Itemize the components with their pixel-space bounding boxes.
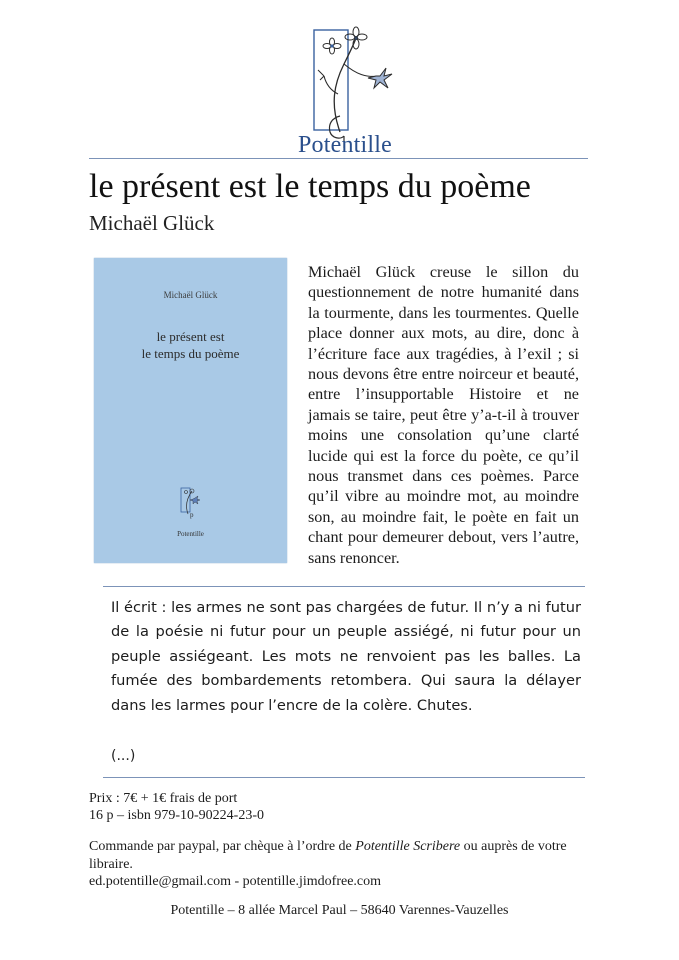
excerpt-text: Il écrit : les armes ne sont pas chargées de futur. Il n’y a ni futur de la poésie ni futur pour un peuple assiégé, ni futur pour un peuple assiégeant. Les mots ne renvoient pas les balles. La fumée des bombardements retombera. Qui saura la délayer dans les larmes pour l’encre de la colère. Chutes. [111, 599, 581, 714]
excerpt-ellipsis: (...) [111, 748, 136, 764]
publisher-name: Potentille [298, 132, 392, 158]
isbn-line: 16 p – isbn 979-10-90224-23-0 [89, 808, 264, 823]
publisher-address: Potentille – 8 allée Marcel Paul – 58640 Varennes-Vauzelles [170, 903, 509, 918]
header-divider [89, 158, 588, 159]
cover-title-line-2: le temps du poème [141, 346, 240, 361]
book-description: Michaël Glück creuse le sillon du questionnement de notre humanité dans la tourmente, dans les tourmentes. Quelle place donner aux mots, au dire, donc à l’écriture face aux tragédies, à l’exil ; si nous devons être entre noirceur et beauté, entre l’insupportable Histoire et ne jamais se taire, peut être y’a-t-il à trouver moins une consolation qu’une clarté lucide qui est la force du poète, ce qu’il nous transmet dans ces poèmes. Parce qu’il vibre au moindre mot, au moindre son, au moindre fait, le poète en fait un chant pour demeurer debout, vers l’autre, sans renoncer. [308, 263, 579, 567]
order-instructions [89, 838, 599, 873]
order-suffix: ou auprès de votre libraire. [89, 839, 567, 872]
price-line: Prix : 7€ + 1€ frais de port [89, 791, 238, 806]
contact-line[interactable]: ed.potentille@gmail.com - potentille.jimdofree.com [89, 874, 382, 889]
order-prefix: Commande par paypal, par chèque à l’ordre de [89, 839, 356, 854]
cover-flower-logo-icon [177, 486, 205, 520]
svg-text:p: p [190, 511, 194, 519]
book-author: Michaël Glück [89, 211, 215, 235]
cover-author: Michaël Glück [163, 290, 218, 300]
cover-title-line-1: le présent est [156, 329, 225, 344]
cover-publisher: Potentille [177, 530, 204, 538]
excerpt-bottom-divider [103, 777, 585, 778]
cover-title [94, 328, 287, 362]
book-cover-image [94, 258, 287, 563]
order-payee: Potentille Scribere [355, 839, 461, 854]
excerpt-top-divider [103, 586, 585, 587]
book-title: le présent est le temps du poème [89, 168, 531, 205]
